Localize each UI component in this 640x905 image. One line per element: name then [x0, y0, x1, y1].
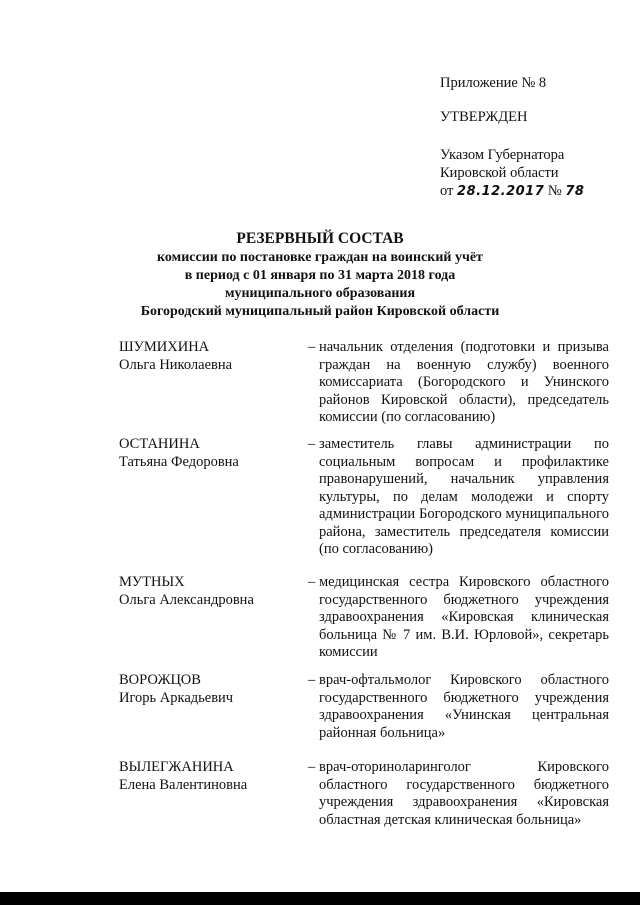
member-given-names: Ольга Николаевна — [119, 356, 233, 373]
heading-line-1: комиссии по постановке граждан на воинский учёт — [157, 250, 483, 265]
approval-block — [440, 74, 630, 201]
scan-edge-bar — [0, 892, 640, 905]
member-role: врач-офтальмолог Кировского областного государственного бюджетного учреждения здравоохранения «Унинская центральная районная больница» — [319, 672, 609, 741]
member-name — [119, 759, 304, 794]
document-title: РЕЗЕРВНЫЙ СОСТАВ — [236, 230, 404, 247]
decree-number: 78 — [565, 184, 585, 199]
member-role: врач-оториноларинголог Кировского областного государственного бюджетного учреждения здравоохранения «Кировская областная детская клиническая больница» — [319, 759, 609, 828]
document-heading — [0, 229, 640, 321]
member-surname: ШУМИХИНА — [119, 339, 210, 355]
decree-date: 28.12.2017 — [457, 184, 545, 199]
decree-line-1: Указом Губернатора — [440, 147, 565, 163]
member-given-names: Ольга Александровна — [119, 591, 254, 608]
heading-line-2: в период с 01 января по 31 марта 2018 года — [184, 268, 456, 283]
member-dash: – — [308, 436, 316, 452]
member-name — [119, 672, 304, 707]
from-label: от — [440, 183, 454, 199]
member-name — [119, 574, 304, 609]
member-name — [119, 436, 304, 471]
member-surname: ВЫЛЕГЖАНИНА — [119, 759, 234, 775]
member-role: медицинская сестра Кировского областного государственного бюджетного учреждения здравоохранения «Кировская клиническая больница № 7 им. В.И. Юрловой», секретарь комиссии — [319, 574, 609, 660]
member-dash: – — [308, 759, 316, 775]
member-surname: ВОРОЖЦОВ — [119, 672, 201, 688]
appendix-label: Приложение № 8 — [440, 75, 547, 91]
member-dash: – — [308, 339, 316, 355]
member-role: заместитель главы администрации по социальным вопросам и профилактике правонарушений, начальник управления культуры, по делам молодежи и спорту администрации Богородского муниципального района, заместитель председателя комиссии (по согласованию) — [319, 436, 609, 557]
member-given-names: Елена Валентиновна — [119, 776, 248, 793]
heading-line-4: Богородский муниципальный район Кировской области — [140, 304, 500, 319]
member-role: начальник отделения (подготовки и призыва граждан на военную службу) военного комиссариата (Богородского и Унинского районов Кировской области), председатель комиссии (по согласованию) — [319, 339, 609, 425]
member-given-names: Игорь Аркадьевич — [119, 689, 234, 706]
member-name — [119, 339, 304, 374]
member-dash: – — [308, 672, 316, 688]
heading-line-3: муниципального образования — [224, 286, 416, 301]
number-label: № — [547, 183, 562, 199]
member-surname: ОСТАНИНА — [119, 436, 200, 452]
decree-line-2: Кировской области — [440, 165, 559, 181]
decree-date-line — [440, 182, 630, 201]
member-given-names: Татьяна Федоровна — [119, 453, 239, 470]
approved-label: УТВЕРЖДЕН — [440, 109, 528, 125]
member-dash: – — [308, 574, 316, 590]
member-surname: МУТНЫХ — [119, 574, 185, 590]
